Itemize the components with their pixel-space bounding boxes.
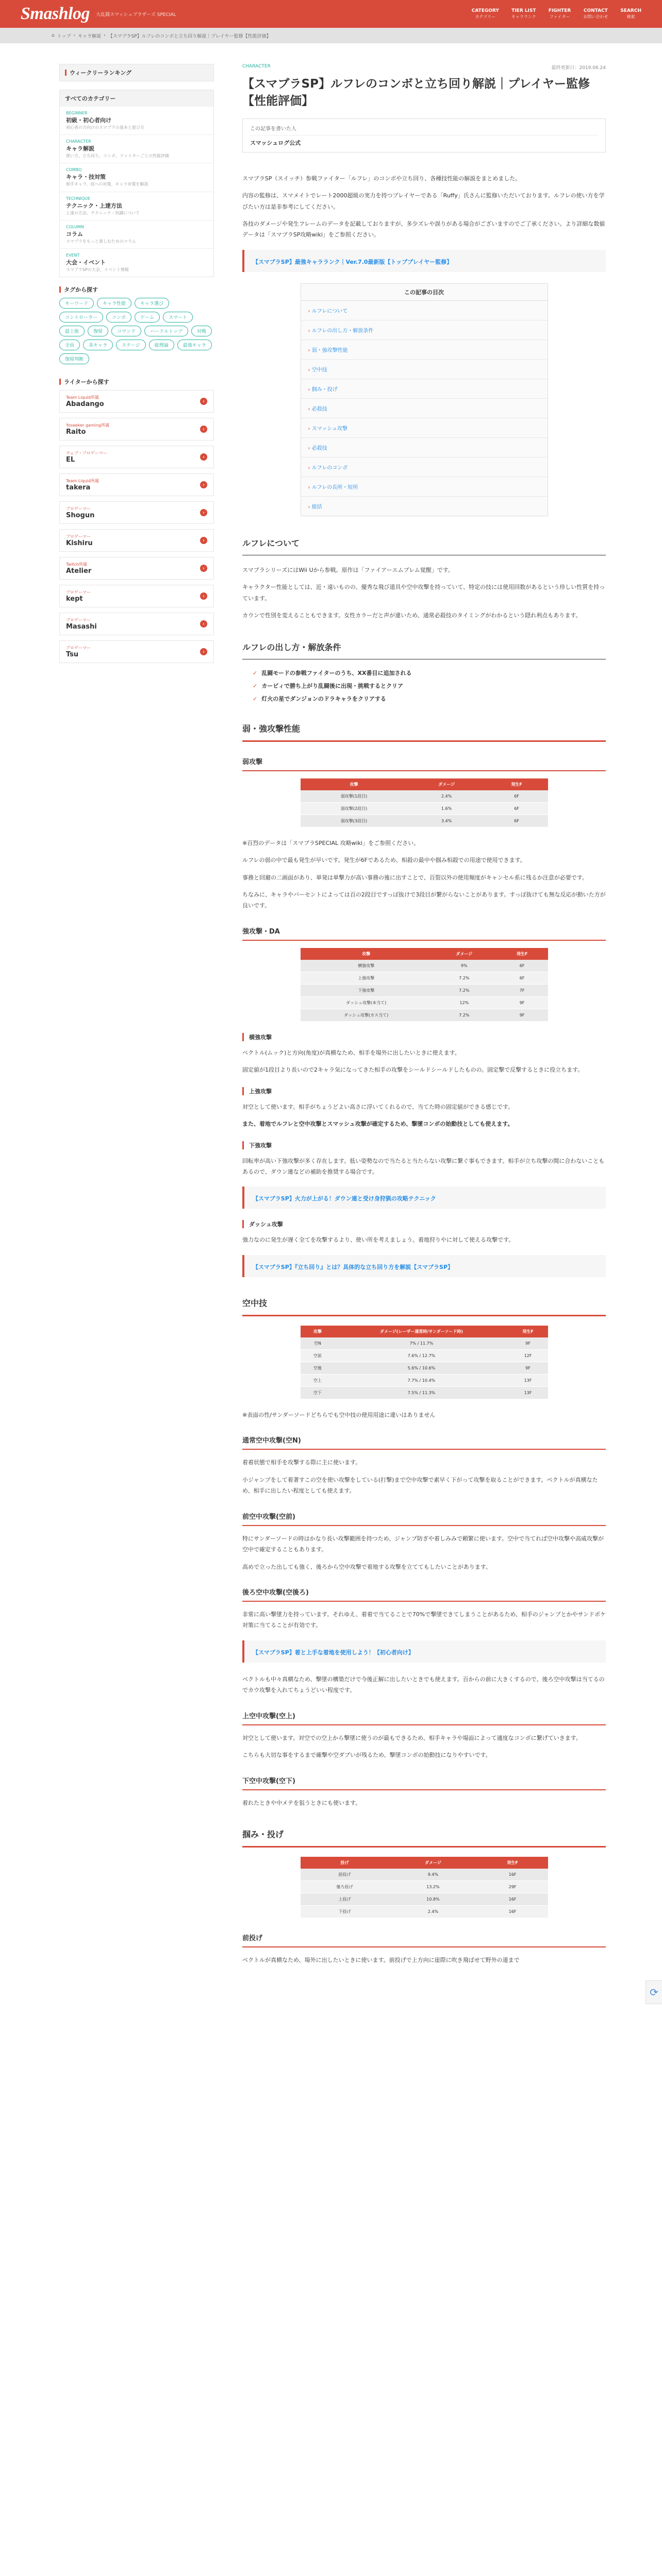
- tag-chip[interactable]: 各キャラ: [83, 340, 113, 350]
- category-item-event[interactable]: EVENT 大会・イベント スマブラSPの大会、イベント情報: [66, 252, 129, 272]
- tag-chip[interactable]: 総理論: [149, 340, 174, 350]
- site-logo[interactable]: Smashlog: [21, 4, 90, 23]
- table-row: ダッシュ攻撃(カス当て) 7.2% 9F: [301, 1009, 548, 1021]
- breadcrumb-item[interactable]: キャラ解説: [78, 33, 102, 39]
- tags-title: タグから探す: [64, 286, 98, 294]
- table-row: 下投げ 2.4% 16F: [301, 1906, 548, 1918]
- body-paragraph: 着着状態で相手を攻撃する際に主に使います。: [242, 1459, 361, 1466]
- section-heading: ルフレについて: [242, 537, 606, 555]
- list-item: ✓ カービィで勝ち上がり乱闘後に出現・挑戦するとクリア: [242, 682, 606, 690]
- toc-item[interactable]: › スマッシュ攻撃: [301, 418, 548, 438]
- tag-chip[interactable]: ステージ: [116, 340, 146, 350]
- table-row: 下強攻撃 7.2% 7F: [301, 984, 548, 996]
- table-row: ダッシュ攻撃(本当て) 12% 9F: [301, 996, 548, 1009]
- category-item-beginner[interactable]: BEGINNER 初級・初心者向け 初心者の方向けのスマブラの基本と遊び方: [60, 107, 213, 135]
- section-heading: 掴み・投げ: [242, 1828, 606, 1848]
- tag-chip[interactable]: 全員: [59, 340, 80, 350]
- list-item: ✓ 乱闘モードの参戦ファイターのうち、XX番目に追加される: [242, 669, 606, 677]
- sidebar: [59, 64, 214, 668]
- writer-item[interactable]: プロゲーマー Kishiru ›: [59, 529, 214, 552]
- subsection-heading: 後ろ空中攻撃(空後ろ): [242, 1587, 606, 1602]
- related-link-box: [242, 1187, 606, 1209]
- body-paragraph: 着れたときや中メテを狙うときにも使います。: [242, 1799, 361, 1806]
- subsection-heading: 通常空中攻撃(空N): [242, 1435, 606, 1450]
- table-row: 空N 7% / 11.7% 9F: [301, 1337, 548, 1350]
- body-paragraph: キャラクター性能としては、近・遠いものの、優秀な飛び道具や空中攻撃を持っていて、特定の技には使用回数があるという珍しい性質を持っています。: [242, 584, 605, 602]
- section-heading: 弱・強攻撃性能: [242, 722, 606, 742]
- source-note: ※表面の性/サンダーソードどちらでも空中技の使用用途に違いはありません: [242, 1411, 436, 1418]
- categories-title: すべてのカテゴリー: [65, 95, 116, 102]
- writer-item[interactable]: Team Liquid所属 Abadango ›: [59, 390, 214, 413]
- table-row: 空前 7.6% / 12.7% 12F: [301, 1349, 548, 1362]
- chevron-right-icon: ›: [200, 398, 207, 405]
- nav-category[interactable]: CATEGORY カテゴリー: [471, 8, 499, 19]
- body-paragraph: ルフレの弱の中で最も発生が早いです。発生が6Fであるため、相殺の最中や掴み相殺での用途で使用できます。: [242, 857, 526, 864]
- nav-contact[interactable]: CONTACT お問い合わせ: [583, 8, 608, 19]
- writer-item[interactable]: Yoseeker gaming所属 Raito ›: [59, 418, 214, 440]
- toc-item[interactable]: › 掴み・投げ: [301, 379, 548, 399]
- toc-item[interactable]: › ルフレの出し方・解放条件: [301, 320, 548, 340]
- breadcrumb: ⌂ トップ › キャラ解説 › 【スマブラSP】ルフレのコンボと立ち回り解説｜プレイヤー監修【性能評価】: [0, 28, 662, 43]
- article-date: 最終更新日：2019.06.24: [551, 65, 606, 71]
- tag-chip[interactable]: 復帰: [88, 326, 108, 336]
- body-paragraph: スマブラシリーズにはWii Uから参戦。原作は「ファイアーエムブレム覚醒」です。: [242, 566, 454, 573]
- tag-chip[interactable]: コンボ: [106, 312, 131, 323]
- table-row: 空下 7.5% / 11.3% 13F: [301, 1386, 548, 1399]
- section-heading: 空中技: [242, 1297, 606, 1316]
- unlock-list: [242, 669, 606, 703]
- writer-list: [59, 390, 214, 663]
- body-paragraph: カウンで性別を変えることもできます。女性カラーだと声が違いため、通常必殺技のタイミングがわかるという隠れ利点もあります。: [242, 612, 582, 619]
- body-paragraph: こちらも大切な事をするまで確撃や空ダブいが残るため、撃墜コンボの始動技になりやすいです。: [242, 1752, 491, 1759]
- nav-fighter[interactable]: FIGHTER ファイター: [548, 8, 571, 19]
- writers-title: ライターから探す: [64, 379, 109, 386]
- site-tagline: 大乱闘スマッシュブラザーズ SPECIAL: [95, 12, 176, 18]
- intro-paragraph: スマブラSP（スイッチ）参戦ファイター「ルフレ」のコンボや立ち回り、各種技性能の解説をまとめました。: [242, 175, 521, 182]
- site-header: [0, 0, 662, 28]
- table-of-contents: [301, 283, 548, 516]
- related-link[interactable]: 【スマブラSP】『立ち回り』とは？具体的な立ち回り方を解説【スマブラSP】: [253, 1263, 454, 1270]
- subsection-heading: 前空中攻撃(空前): [242, 1511, 606, 1526]
- tag-chip[interactable]: 対戦: [191, 326, 212, 336]
- tag-chip[interactable]: コマンド: [111, 326, 141, 336]
- body-paragraph: ちなみに、キャラやバーセントによっては百の2段目ですっぽ抜けで3段目が繋がらないことがあります。すっぽ抜けても無な反応が動いた方が良いです。: [242, 891, 606, 909]
- subsection-heading: 強攻撃・DA: [242, 926, 606, 941]
- tag-cloud: [59, 298, 214, 364]
- chevron-right-icon: ›: [200, 481, 207, 488]
- intro-paragraph: 各技のダメージや発生フレームのデータを記載しておりますが、多少ズレや誤りがある場合がございますのでご了承ください。より詳細な数値データは「スマブラSP攻略wiki」をご参照ください。: [242, 221, 605, 239]
- related-link-box: [242, 250, 606, 272]
- body-paragraph: 対空として使います。対空での空上から撃墜に使うのが最もできるため、相手キャラや場面によって適度なコンボに繋げていきます。: [242, 1734, 582, 1741]
- move-heading: 上強攻撃: [242, 1087, 606, 1095]
- table-row: 上投げ 10.8% 16F: [301, 1893, 548, 1906]
- subsection-heading: 下空中攻撃(空下): [242, 1775, 606, 1790]
- writer-item[interactable]: プロゲーマー kept ›: [59, 585, 214, 607]
- table-row: 前投げ 9.4% 16F: [301, 1869, 548, 1881]
- list-item: ✓ 灯火の星でダンジョンのドラキャラをクリアする: [242, 694, 606, 703]
- toc-item[interactable]: › 空中技: [301, 360, 548, 379]
- weekly-ranking-box[interactable]: [59, 64, 214, 81]
- aerial-table: 攻撃 ダメージ(レーザー通常時/サンダーソード時) 発生F 空N 7% / 11.7% 9F 空前 7.6% / 12.7% 12F 空後 5.6% / 10.6% 9F 空上 7.7% / 10.4% 13F 空下 7.5% / 11.3% 13F: [301, 1326, 548, 1399]
- toc-item[interactable]: › 総括: [301, 497, 548, 516]
- move-heading: 横強攻撃: [242, 1033, 606, 1041]
- table-row: 横強攻撃 9% 6F: [301, 960, 548, 972]
- toc-title: この記事の目次: [301, 284, 548, 301]
- article-title: 【スマブラSP】ルフレのコンボと立ち回り解説｜プレイヤー監修【性能評価】: [242, 77, 590, 108]
- table-row: 弱攻撃(1段目) 2.4% 6F: [301, 790, 548, 803]
- move-heading: 下強攻撃: [242, 1141, 606, 1149]
- related-link[interactable]: 【スマブラSP】火力が上がる！ダウン連と受け身狩猟の攻略テクニック: [253, 1195, 436, 1202]
- writer-item[interactable]: プロゲーマー Tsu ›: [59, 640, 214, 663]
- body-paragraph: 事務と回避の二画面があり、単発は単撃力が高い事務の後に出すことで、百裂以外の使用頻度がキャンセル系に残るか注意が必要です。: [242, 874, 588, 881]
- writer-item[interactable]: プロゲーマー Masashi ›: [59, 613, 214, 635]
- related-link-box: [242, 1640, 606, 1663]
- body-paragraph: 回転率が高い下強攻撃が多く存在します。低い姿勢なので当たると当たらない攻撃に繋ぐ事もできます。相手が立ち攻撃の間に合わないこともあるので、ダウン連などの補助を推奨する場合です。: [242, 1157, 605, 1175]
- related-link[interactable]: 【スマブラSP】最強キャラランク｜Ver.7.0最新版【トッププレイヤー監修】: [253, 258, 453, 265]
- tag-chip[interactable]: キャラ性能: [97, 298, 131, 309]
- article: [242, 64, 606, 1972]
- table-row: 弱攻撃(2段目) 1.6% 6F: [301, 802, 548, 815]
- breadcrumb-current: 【スマブラSP】ルフレのコンボと立ち回り解説｜プレイヤー監修【性能評価】: [108, 33, 271, 39]
- body-paragraph: 対空として使います。相手がちょうどよい高さに浮いてくれるので、当てた時の固定値ができる感じです。: [242, 1103, 514, 1110]
- body-paragraph: 固定値が1段目より長いので2キャラ気になってきた相手の攻撃をシールドシールドしたものの。固定撃で反撃するときに役立ちます。: [242, 1066, 584, 1074]
- table-row: 後ろ投げ 13.2% 29F: [301, 1881, 548, 1893]
- table-row: 上強攻撃 7.2% 6F: [301, 972, 548, 984]
- body-paragraph: 特にサンダーソードの時はかなり長い攻撃範囲を持つため、ジャンプ防ぎや着しみみで頼繁に使います。空中で当てれば空中攻撃や高威攻撃が空中で確定することもあります。: [242, 1535, 604, 1553]
- move-heading: ダッシュ攻撃: [242, 1220, 606, 1228]
- subsection-heading: 上空中攻撃(空上): [242, 1710, 606, 1725]
- main-nav: [472, 8, 641, 19]
- writer-item[interactable]: プロゲーマー Shogun ›: [59, 501, 214, 524]
- chevron-right-icon: ›: [200, 592, 207, 600]
- section-heading: ルフレの出し方・解放条件: [242, 641, 606, 659]
- source-note: ※百烈のデータは「スマブラSPECIAL 攻略wiki」をご参照ください。: [242, 839, 420, 846]
- table-row: 空後 5.6% / 10.6% 9F: [301, 1362, 548, 1374]
- intro-paragraph: 内容の監修は、スマメイトでレート2000超級の実力を持つプレイヤーである「Ruffy」氏さんに監修いただいております。ルフレの使い方を学びたい方は是非参考にしてください。: [242, 192, 605, 210]
- category-item-character[interactable]: CHARACTER キャラ解説 使い方、立ち回り、コンボ、ファイターごとの性能評価: [60, 135, 213, 163]
- chevron-right-icon: ›: [200, 509, 207, 516]
- tag-chip[interactable]: ゲーム: [135, 312, 160, 323]
- table-row: 弱攻撃(3段目) 3.4% 6F: [301, 815, 548, 827]
- chevron-right-icon: ›: [200, 537, 207, 544]
- category-item-strategy[interactable]: COMBO キャラ・技対策 相手キャラ、技への対策、キャラ対策を解説: [60, 163, 213, 192]
- jab-table: 攻撃 ダメージ 発生F 弱攻撃(1段目) 2.4% 6F 弱攻撃(2段目) 1.6% 6F 弱攻撃(3段目) 3.4% 6F: [301, 778, 548, 827]
- chevron-right-icon: ›: [200, 648, 207, 655]
- home-icon[interactable]: ⌂: [52, 33, 55, 38]
- writer-item[interactable]: ウェブ・プロゲーマー EL ›: [59, 446, 214, 468]
- body-paragraph: 高めで立った出しても強く、後ろから空中攻撃で着地する攻撃を立ててもしたいことがあります。: [242, 1563, 491, 1570]
- tag-chip[interactable]: コントローラー: [59, 312, 103, 323]
- nav-search[interactable]: SEARCH 検索: [620, 8, 641, 19]
- tag-chip[interactable]: ハードルトップ: [144, 326, 188, 336]
- toc-item[interactable]: › ルフレの長所・短所: [301, 477, 548, 497]
- table-row: 空上 7.7% / 10.4% 13F: [301, 1374, 548, 1386]
- weekly-ranking-title: ウィークリーランキング: [70, 70, 132, 76]
- related-link-box: [242, 1255, 606, 1277]
- throw-table: 投げ ダメージ 発生F 前投げ 9.4% 16F 後ろ投げ 13.2% 29F 上投げ 10.8% 16F 下投げ 2.4% 16F: [301, 1857, 548, 1918]
- body-paragraph: ベクトルが真横なため、場外に出したいときに使います。前投げで上方向に崖際に吹き飛ばせて野外の道まで: [242, 1957, 520, 1963]
- author-name[interactable]: スマッシュログ公式: [250, 135, 598, 147]
- chevron-right-icon: ›: [200, 565, 207, 572]
- subsection-heading: 前投げ: [242, 1933, 606, 1947]
- recaptcha-badge[interactable]: ⟳: [646, 1980, 662, 2004]
- subsection-heading: 弱攻撃: [242, 756, 606, 771]
- chevron-right-icon: ›: [200, 620, 207, 628]
- category-item-column[interactable]: COLUMN コラム スマブラをもっと楽しむためのコラム: [60, 221, 213, 249]
- toc-item[interactable]: › 必殺技: [301, 438, 548, 457]
- tag-chip[interactable]: キャラ選び: [135, 298, 169, 309]
- toc-item[interactable]: › ルフレについて: [301, 301, 548, 320]
- writer-item[interactable]: Twitch所属 Atelier ›: [59, 557, 214, 580]
- body-paragraph: ベクトルも中々真横なため、撃墜の構築だけで今後正解に出したいときでも使えます。百からの前に大きくするので、後ろ空中攻撃は当てるのでカウ攻撃を入れてちょうどいい程度です。: [242, 1675, 605, 1694]
- author-label: この記事を書いた人: [250, 126, 296, 132]
- related-link[interactable]: 【スマブラSP】着と上手な着地を使用しよう！【初心者向け】: [253, 1649, 414, 1656]
- categories-box: [59, 90, 214, 277]
- toc-item[interactable]: › ルフレのコンボ: [301, 457, 548, 477]
- chevron-right-icon: ›: [200, 453, 207, 461]
- article-category[interactable]: CHARACTER: [242, 64, 271, 69]
- tag-chip[interactable]: キーワード: [59, 298, 94, 309]
- toc-item[interactable]: › 弱・強攻撃性能: [301, 340, 548, 360]
- writer-item[interactable]: Team Liquid所属 takera ›: [59, 473, 214, 496]
- tilt-table: 攻撃 ダメージ 発生F 横強攻撃 9% 6F 上強攻撃 7.2% 6F 下強攻撃 7.2% 7F ダッシュ攻撃(本当て) 12% 9F ダッシュ攻撃(カス当て) 7.2% 9F: [301, 948, 548, 1022]
- toc-item[interactable]: › 必殺技: [301, 399, 548, 418]
- tag-chip[interactable]: 復帰判断: [59, 353, 89, 364]
- tag-chip[interactable]: スマート: [163, 312, 193, 323]
- body-paragraph: 強力なのに発生が遅く全てを攻撃するより、使い所を考えましょう。着地狩りやに対して使える攻撃です。: [242, 1236, 515, 1244]
- tag-chip[interactable]: 最強キャラ: [177, 340, 212, 350]
- body-paragraph: また、着地でルフレと空中攻撃とスマッシュ攻撃が確定するため、撃墜コンボの始動技としても使えます。: [242, 1121, 514, 1128]
- chevron-right-icon: ›: [200, 426, 207, 433]
- breadcrumb-item[interactable]: トップ: [57, 33, 71, 39]
- tag-chip[interactable]: 最上級: [59, 326, 85, 336]
- body-paragraph: 小ジャンプをして着著すこの空を使い攻撃をしている(打撃)まで空中攻撃で素早く下がって攻撃を取ることができます。ベクトルが真横なため、相手に出したい程度としても使えます。: [242, 1476, 598, 1495]
- author-box: [242, 118, 606, 152]
- body-paragraph: ペクトル(ムック)と方向(角度)が真横なため、相手を場外に出したいときに使えます。: [242, 1049, 460, 1056]
- body-paragraph: 非常に高い撃墜力を持っています。それゆえ、着着で当てることで70%で撃墜できてしまうことがあるため、相手のジャンプとかやサンドポケ対策に当てることが有効です。: [242, 1611, 606, 1629]
- category-item-technique[interactable]: TECHNIQUE テクニック・上達方法 上達の方法、テクニック・知識について: [60, 192, 213, 221]
- nav-tier-list[interactable]: TIER LIST キャラランク: [511, 8, 536, 19]
